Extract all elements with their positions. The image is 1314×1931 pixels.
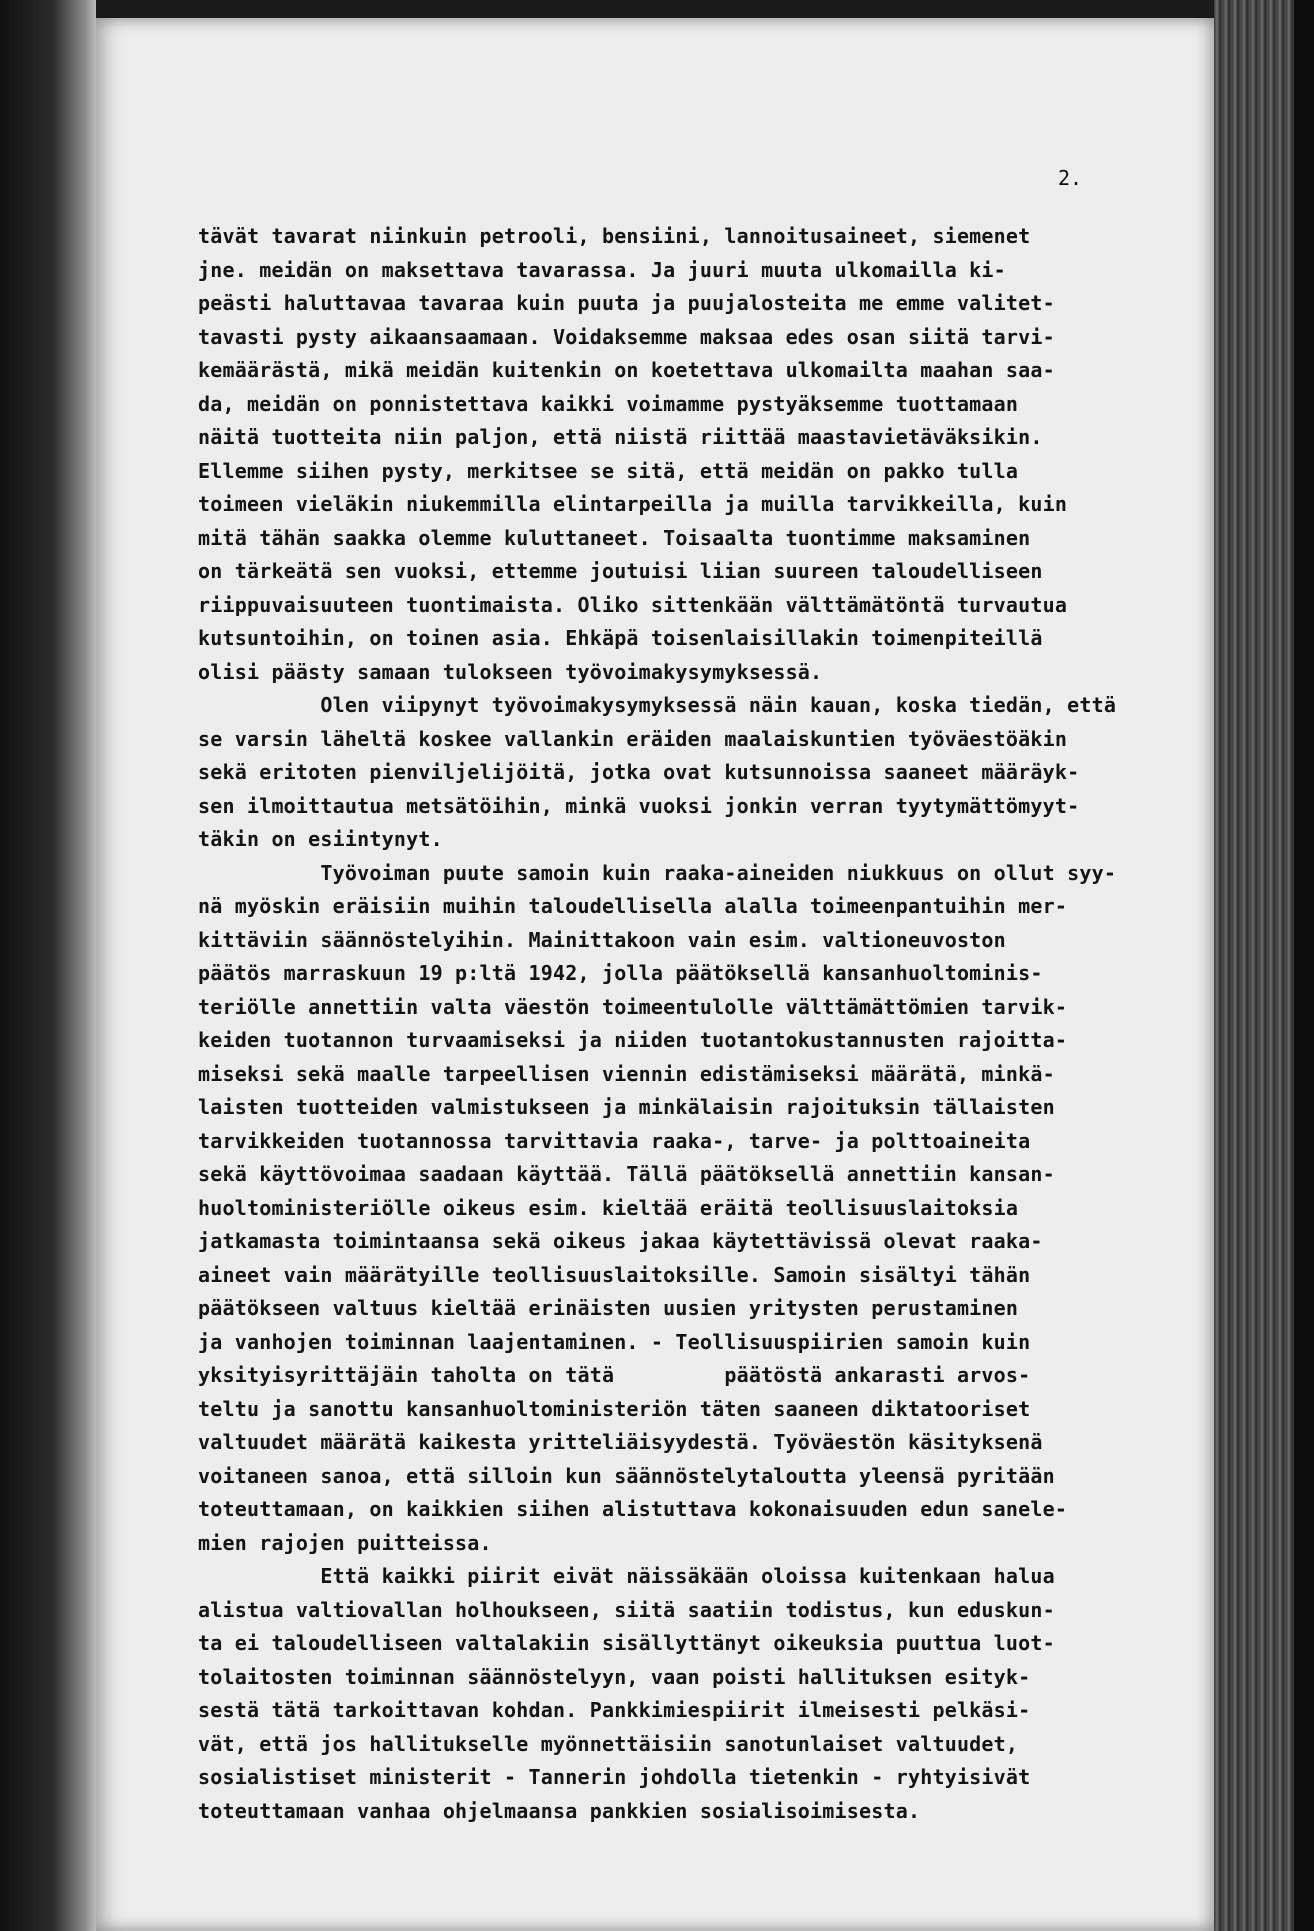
text-line: olisi päästy samaan tulokseen työvoimakysymyksessä. (198, 659, 823, 684)
text-line: aineet vain määrätyille teollisuuslaitoksille. Samoin sisältyi tähän (198, 1262, 1031, 1287)
text-line: nä myöskin eräisiin muihin taloudellisella alalla toimeenpantuihin mer- (198, 894, 1068, 918)
text-line: toteuttamaan, on kaikkien siihen alistuttava kokonaisuuden edun sanele- (198, 1497, 1068, 1521)
text-line: Ellemme siihen pysty, merkitsee se sitä, että meidän on pakko tulla (198, 458, 1019, 483)
text-line: jatkamasta toimintaansa sekä oikeus jakaa käytettävissä olevat raaka- (198, 1229, 1043, 1253)
text-line: yksityisyrittäjäin taholta on tätä päätöstä ankarasti arvos- (198, 1363, 1031, 1387)
text-line: toteuttamaan vanhaa ohjelmaansa pankkien sosialisoimisesta. (198, 1798, 921, 1823)
text-line: miseksi sekä maalle tarpeellisen viennin edistämiseksi määrätä, minkä- (198, 1061, 1055, 1086)
text-line: voitaneen sanoa, että silloin kun säännöstelytaloutta yleensä pyritään (198, 1463, 1055, 1488)
text-line: alistua valtiovallan holhoukseen, siitä saatiin todistus, kun eduskun- (198, 1597, 1055, 1622)
text-line: keiden tuotannon turvaamiseksi ja niiden tuotantokustannusten rajoitta- (198, 1028, 1068, 1052)
text-line: huoltoministeriölle oikeus esim. kieltää eräitä teollisuuslaitoksia (198, 1195, 1019, 1220)
text-line: peästi haluttavaa tavaraa kuin puuta ja puujalosteita me emme valitet- (198, 291, 1055, 315)
text-line: laisten tuotteiden valmistukseen ja minkälaisin rajoituksin tällaisten (198, 1095, 1055, 1119)
text-line: näitä tuotteita niin paljon, että niistä riittää maastavietäväksikin. (198, 425, 1043, 449)
text-line: da, meidän on ponnistettava kaikki voimamme pystyäksemme tuottamaan (198, 391, 1019, 416)
text-line: mitä tähän saakka olemme kuluttaneet. Toisaalta tuontimme maksaminen (198, 525, 1031, 550)
text-line: sosialistiset ministerit - Tannerin johdolla tietenkin - ryhtyisivät (198, 1765, 1031, 1789)
text-line: kutsuntoihin, on toinen asia. Ehkäpä toisenlaisillakin toimenpiteillä (198, 626, 1043, 650)
text-line: teriölle annettiin valta väestön toimeentulolle välttämättömien tarvik- (198, 994, 1068, 1019)
text-line: ta ei taloudelliseen valtalakiin sisällyttänyt oikeuksia puuttua luot- (198, 1631, 1055, 1655)
text-line: toimeen vieläkin niukemmilla elintarpeilla ja muilla tarvikkeilla, kuin (198, 492, 1068, 516)
page-stack-edge (1214, 0, 1314, 1931)
text-line: tävät tavarat niinkuin petrooli, bensiini, lannoitusaineet, siemenet (198, 224, 1031, 248)
text-line: sekä käyttövoimaa saadaan käyttää. Tällä päätöksellä annettiin kansan- (198, 1162, 1055, 1186)
text-line: ja vanhojen toiminnan laajentaminen. - Teollisuuspiirien samoin kuin (198, 1329, 1031, 1354)
body-text (198, 220, 1138, 1828)
text-line: sestä tätä tarkoittavan kohdan. Pankkimiespiirit ilmeisesti pelkäsi- (198, 1698, 1031, 1722)
text-line: tarvikkeiden tuotannossa tarvittavia raaka-, tarve- ja polttoaineita (198, 1128, 1031, 1153)
text-line: tavasti pysty aikaansaamaan. Voidaksemme maksaa edes osan siitä tarvi- (198, 324, 1055, 349)
page-number: 2. (1058, 166, 1083, 190)
text-line: vät, että jos hallitukselle myönnettäisiin sanotunlaiset valtuudet, (198, 1731, 1019, 1756)
text-line: riippuvaisuuteen tuontimaista. Oliko sittenkään välttämätöntä turvautua (198, 592, 1068, 617)
text-line: mien rajojen puitteissa. (198, 1530, 492, 1555)
text-line: päätökseen valtuus kieltää erinäisten uusien yritysten perustaminen (198, 1296, 1019, 1320)
text-line: sekä eritoten pienviljelijöitä, jotka ovat kutsunnoissa saaneet määräyk- (198, 760, 1080, 784)
text-line: valtuudet määrätä kaikesta yritteliäisyydestä. Työväestön käsityksenä (198, 1430, 1043, 1454)
text-line: tolaitosten toiminnan säännöstelyyn, vaan poisti hallituksen esityk- (198, 1664, 1031, 1689)
text-line: teltu ja sanottu kansanhuoltoministeriön täten saaneen diktatooriset (198, 1396, 1031, 1421)
text-line: päätös marraskuun 19 p:ltä 1942, jolla päätöksellä kansanhuoltominis- (198, 961, 1043, 985)
text-line: täkin on esiintynyt. (198, 827, 443, 851)
text-line: sen ilmoittautua metsätöihin, minkä vuoksi jonkin verran tyytymättömyyt- (198, 793, 1080, 818)
text-line: kittäviin säännöstelyihin. Mainittakoon vain esim. valtioneuvoston (198, 927, 1006, 952)
binding-edge (0, 0, 96, 1931)
text-line: jne. meidän on maksettava tavarassa. Ja juuri muuta ulkomailla ki- (198, 257, 1006, 282)
text-line: se varsin läheltä koskee vallankin eräiden maalaiskuntien työväestöäkin (198, 726, 1068, 751)
text-line: Työvoiman puute samoin kuin raaka-aineiden niukkuus on ollut syy- (198, 860, 1117, 885)
text-line: on tärkeätä sen vuoksi, ettemme joutuisi liian suureen taloudelliseen (198, 559, 1043, 583)
text-line: Olen viipynyt työvoimakysymyksessä näin kauan, koska tiedän, että (198, 693, 1117, 717)
text-line: Että kaikki piirit eivät näissäkään oloissa kuitenkaan halua (198, 1564, 1055, 1588)
text-line: kemäärästä, mikä meidän kuitenkin on koetettava ulkomailta maahan saa- (198, 358, 1055, 382)
